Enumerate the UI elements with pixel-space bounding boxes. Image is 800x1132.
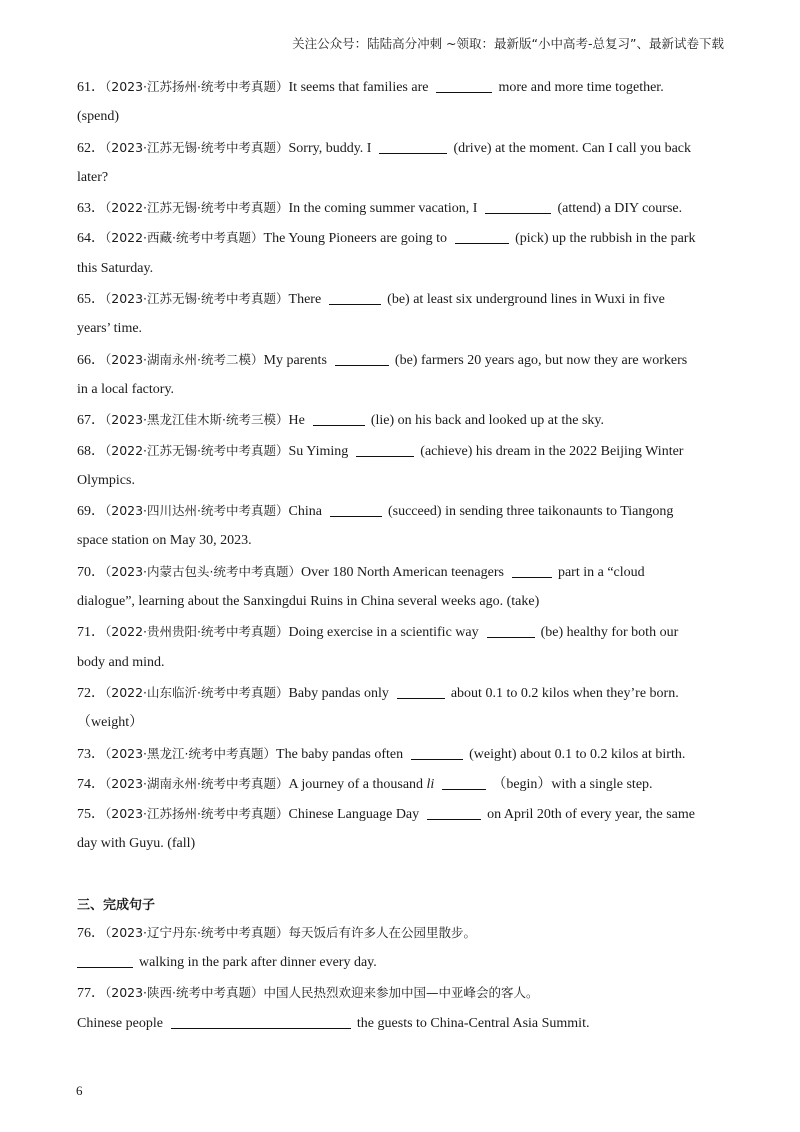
answer-blank[interactable] <box>313 424 365 426</box>
question-source: （2023·江苏无锡·统考中考真题） <box>105 291 289 307</box>
question-76 <box>77 918 725 948</box>
question-source: （2023·陕西·统考中考真题） <box>105 985 264 1001</box>
question-65-continued: years’ time. <box>77 321 143 337</box>
question-text: (be) healthy for both our <box>540 625 679 641</box>
question-number: 71． <box>77 625 105 641</box>
question-text: (pick) up the rubbish in the park <box>515 231 696 247</box>
question-77 <box>77 978 725 1008</box>
question-text: (weight) about 0.1 to 0.2 kilos at birth. <box>469 746 686 762</box>
question-source: （2023·湖南永州·统考二模） <box>105 351 264 367</box>
answer-blank[interactable] <box>330 515 382 517</box>
question-number: 70． <box>77 564 105 580</box>
question-text: (succeed) in sending three taikonaunts to Tiangong <box>387 504 674 520</box>
question-source: （2022·山东临沂·统考中考真题） <box>105 684 289 700</box>
question-text: In the coming summer vacation, I <box>288 201 478 217</box>
question-text: He <box>288 413 305 429</box>
question-text: Baby pandas only <box>288 685 389 701</box>
question-source: （2022·西藏·统考中考真题） <box>105 230 264 246</box>
question-number: 67． <box>77 413 105 429</box>
question-number: 61． <box>77 80 105 95</box>
question-source: （2023·江苏扬州·统考中考真题） <box>105 79 289 94</box>
question-71-continued: body and mind. <box>77 654 165 670</box>
question-69 <box>77 496 725 526</box>
answer-blank[interactable] <box>77 966 133 968</box>
question-number: 69． <box>77 504 105 520</box>
question-number: 66． <box>77 352 105 368</box>
question-number: 68． <box>77 443 105 459</box>
chinese-sentence: 中国人民热烈欢迎来参加中国—中亚峰会的客人。 <box>263 985 539 1001</box>
page-number: 6 <box>76 1083 83 1098</box>
question-text: Sorry, buddy. I <box>288 140 372 156</box>
question-text: (be) at least six underground lines in Wuxi in five <box>387 292 665 308</box>
question-62-continued: later? <box>77 169 109 185</box>
question-text: Su Yiming <box>288 443 349 459</box>
answer-blank[interactable] <box>487 636 535 638</box>
question-number: 77． <box>77 986 105 1002</box>
question-number: 63． <box>77 201 105 217</box>
question-text: (lie) on his back and looked up at the sky. <box>370 413 604 429</box>
question-text: part in a “cloud <box>557 564 645 580</box>
question-text: There <box>288 292 322 308</box>
question-number: 76． <box>77 925 105 941</box>
question-source: （2023·江苏扬州·统考中考真题） <box>105 806 289 822</box>
question-68-continued: Olympics. <box>77 472 135 488</box>
question-72 <box>77 678 725 708</box>
question-61-continued: (spend) <box>77 109 119 125</box>
question-67 <box>77 405 725 435</box>
question-73 <box>77 739 725 769</box>
answer-blank[interactable] <box>427 818 481 820</box>
question-72-continued: （weight） <box>77 715 144 731</box>
page-header: 关注公众号：陆陆高分冲刺 ~领取：最新版“小中高考-总复习”、最新试卷下载 <box>292 36 724 51</box>
question-66-continued: in a local factory. <box>77 381 175 397</box>
question-text: Over 180 North American teenagers <box>301 564 504 580</box>
question-71 <box>77 617 725 647</box>
question-source: （2022·江苏无锡·统考中考真题） <box>105 200 289 216</box>
answer-blank[interactable] <box>512 576 552 578</box>
question-text: walking in the park after dinner every day. <box>139 955 377 971</box>
question-text: Doing exercise in a scientific way <box>288 625 479 641</box>
question-text: about 0.1 to 0.2 kilos when they’re born. <box>450 685 679 701</box>
question-number: 65． <box>77 292 105 308</box>
question-70-continued: dialogue”, learning about the Sanxingdui Ruins in China several weeks ago. (take) <box>77 594 540 610</box>
answer-blank[interactable] <box>485 212 551 214</box>
question-source: （2023·江苏无锡·统考中考真题） <box>105 139 289 155</box>
question-source: （2022·贵州贵阳·统考中考真题） <box>105 624 289 640</box>
question-source: （2023·黑龙江·统考中考真题） <box>105 745 277 761</box>
answer-blank[interactable] <box>335 364 389 366</box>
question-70 <box>77 557 725 587</box>
answer-blank[interactable] <box>411 758 463 760</box>
question-74 <box>77 769 725 799</box>
question-text: A journey of a thousand <box>288 776 424 792</box>
question-source: （2023·内蒙古包头·统考中考真题） <box>105 563 302 579</box>
question-77-english <box>77 1009 725 1039</box>
answer-blank[interactable] <box>455 242 509 244</box>
question-text: The baby pandas often <box>276 746 404 762</box>
question-text: It seems that families are <box>288 80 429 95</box>
question-text: (drive) at the moment. Can I call you back <box>453 140 692 156</box>
answer-blank[interactable] <box>171 1027 351 1029</box>
question-66 <box>77 345 725 375</box>
question-text: The Young Pioneers are going to <box>263 231 448 247</box>
question-text: on April 20th of every year, the same <box>487 807 695 823</box>
question-source: （2023·湖南永州·统考中考真题） <box>105 775 289 791</box>
question-number: 73． <box>77 746 105 762</box>
answer-blank[interactable] <box>397 697 445 699</box>
question-number: 74． <box>77 776 105 792</box>
question-number: 72． <box>77 685 105 701</box>
question-text: Chinese people <box>77 1015 163 1031</box>
question-source: （2023·四川达州·统考中考真题） <box>105 503 289 519</box>
question-63 <box>77 193 725 223</box>
question-source: （2023·黑龙江佳木斯·统考三模） <box>105 412 289 428</box>
question-number: 64． <box>77 231 105 247</box>
section-title: 三、完成句子 <box>77 897 156 913</box>
italic-word: li <box>426 776 435 792</box>
question-76-english <box>77 948 725 978</box>
question-number: 62． <box>77 140 105 156</box>
question-text: Chinese Language Day <box>288 807 420 823</box>
answer-blank[interactable] <box>442 788 486 790</box>
chinese-sentence: 每天饭后有许多人在公园里散步。 <box>288 924 477 940</box>
answer-blank[interactable] <box>329 303 381 305</box>
question-64 <box>77 223 725 253</box>
question-source: （2022·江苏无锡·统考中考真题） <box>105 442 289 458</box>
question-text: （begin）with a single step. <box>492 776 653 792</box>
question-text: China <box>288 504 322 520</box>
question-text: (attend) a DIY course. <box>557 201 683 217</box>
question-75 <box>77 799 725 829</box>
question-69-continued: space station on May 30, 2023. <box>77 533 252 549</box>
question-68 <box>77 436 725 466</box>
question-75-continued: day with Guyu. (fall) <box>77 836 196 852</box>
answer-blank[interactable] <box>379 152 447 154</box>
question-text: My parents <box>263 352 327 368</box>
question-64-continued: this Saturday. <box>77 260 154 276</box>
question-text: (be) farmers 20 years ago, but now they are workers <box>394 352 688 368</box>
answer-blank[interactable] <box>436 91 492 93</box>
question-62 <box>77 133 725 163</box>
question-61 <box>77 72 725 102</box>
question-65 <box>77 284 725 314</box>
question-source: （2023·辽宁丹东·统考中考真题） <box>105 924 289 940</box>
question-number: 75． <box>77 807 105 823</box>
question-text: the guests to China-Central Asia Summit. <box>356 1015 590 1031</box>
question-text: more and more time together. <box>498 80 664 95</box>
answer-blank[interactable] <box>356 455 414 457</box>
question-text: (achieve) his dream in the 2022 Beijing Winter <box>420 443 684 459</box>
question-list <box>77 72 725 1039</box>
